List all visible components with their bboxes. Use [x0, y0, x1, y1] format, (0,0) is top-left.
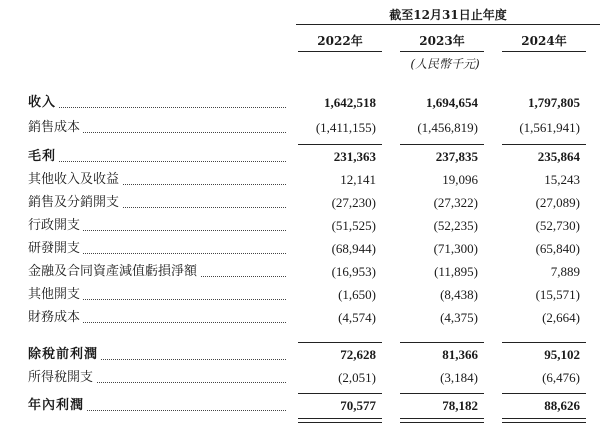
row-label-cell [28, 238, 286, 260]
value-cell-2024: 7,889 [550, 264, 580, 279]
value-cell-2022: 72,628 [340, 347, 376, 362]
row-label-cell [28, 367, 286, 389]
value-cell-2022: 231,363 [333, 149, 376, 164]
row-label: 銷售及分銷開支 [28, 192, 122, 214]
rule-above-net-profit [298, 393, 382, 394]
value-cell-2022: (27,230) [331, 195, 376, 210]
value-cell-2023: 19,096 [442, 172, 478, 187]
value-cell-2022: (2,051) [338, 370, 376, 385]
table-row [0, 117, 600, 139]
row-label: 其他收入及收益 [28, 169, 122, 191]
value-cell-2023: 78,182 [442, 398, 478, 413]
row-label-cell [28, 284, 286, 306]
value-cell-2023: 237,835 [435, 149, 478, 164]
value-cell-2024: 235,864 [537, 149, 580, 164]
value-cell-2024: (15,571) [535, 287, 580, 302]
value-cell-2023: (8,438) [440, 287, 478, 302]
unit-note: (人民幣千元) [410, 57, 480, 71]
year-2023: 2023年 [419, 34, 465, 48]
table-row [0, 92, 600, 114]
value-cell-2024: 88,626 [544, 398, 580, 413]
value-cell-2023: (11,895) [434, 264, 478, 279]
value-cell-2022: (68,944) [331, 241, 376, 256]
row-label: 行政開支 [28, 215, 83, 237]
row-label: 銷售成本 [28, 117, 83, 139]
value-cell-2024: 15,243 [544, 172, 580, 187]
row-label: 年內利潤 [28, 395, 87, 417]
row-label-cell [28, 395, 286, 417]
table-row [0, 215, 600, 237]
value-cell-2022: 12,141 [340, 172, 376, 187]
row-label: 研發開支 [28, 238, 83, 260]
header-title: 截至12月31日止年度 [389, 8, 507, 22]
rule-above-pretax-profit [400, 342, 484, 343]
table-row [0, 192, 600, 214]
rule-above-gross-profit [400, 144, 484, 145]
value-cell-2024: (2,664) [542, 310, 580, 325]
year-2024: 2024年 [521, 34, 567, 48]
dot-leader [28, 161, 286, 162]
dot-leader [28, 107, 286, 108]
row-label: 財務成本 [28, 307, 83, 329]
year-rule [298, 51, 382, 52]
value-cell-2023: 1,694,654 [426, 95, 478, 110]
value-cell-2022: 70,577 [340, 398, 376, 413]
row-label-cell [28, 146, 286, 168]
row-label-cell [28, 261, 286, 283]
rule-above-gross-profit [298, 144, 382, 145]
row-label: 金融及合同資產減值虧損淨額 [28, 261, 200, 283]
value-cell-2022: (51,525) [331, 218, 376, 233]
table-row [0, 146, 600, 168]
value-cell-2023: (3,184) [440, 370, 478, 385]
value-cell-2022: 1,642,518 [324, 95, 376, 110]
row-label: 毛利 [28, 146, 59, 168]
rule-above-pretax-profit [502, 342, 586, 343]
value-cell-2023: 81,366 [442, 347, 478, 362]
year-rule [400, 51, 484, 52]
row-label-cell [28, 344, 286, 366]
value-cell-2023: (27,322) [433, 195, 478, 210]
value-cell-2024: 1,797,805 [528, 95, 580, 110]
double-rule-net-profit [298, 418, 382, 423]
table-row [0, 238, 600, 260]
table-row [0, 395, 600, 417]
value-cell-2024: (6,476) [542, 370, 580, 385]
rule-above-gross-profit [502, 144, 586, 145]
value-cell-2023: (1,456,819) [417, 120, 478, 135]
value-cell-2024: (27,089) [535, 195, 580, 210]
value-cell-2024: (52,730) [535, 218, 580, 233]
double-rule-net-profit [502, 418, 586, 423]
year-2022: 2022年 [317, 34, 363, 48]
header-rule [296, 24, 600, 25]
value-cell-2022: (4,574) [338, 310, 376, 325]
double-rule-net-profit [400, 418, 484, 423]
value-cell-2024: (65,840) [535, 241, 580, 256]
rule-above-net-profit [400, 393, 484, 394]
row-label: 其他開支 [28, 284, 83, 306]
value-cell-2024: 95,102 [544, 347, 580, 362]
row-label: 所得稅開支 [28, 367, 96, 389]
rule-above-pretax-profit [298, 342, 382, 343]
value-cell-2023: (52,235) [433, 218, 478, 233]
value-cell-2023: (71,300) [433, 241, 478, 256]
row-label-cell [28, 215, 286, 237]
value-cell-2022: (1,411,155) [315, 120, 376, 135]
row-label: 除稅前利潤 [28, 344, 101, 366]
rule-above-net-profit [502, 393, 586, 394]
table-row [0, 284, 600, 306]
value-cell-2022: (16,953) [331, 264, 376, 279]
row-label-cell [28, 169, 286, 191]
value-cell-2024: (1,561,941) [519, 120, 580, 135]
value-cell-2023: (4,375) [440, 310, 478, 325]
row-label-cell [28, 92, 286, 114]
row-label-cell [28, 117, 286, 139]
row-label-cell [28, 307, 286, 329]
row-label: 收入 [28, 92, 59, 114]
row-label-cell [28, 192, 286, 214]
year-rule [502, 51, 586, 52]
table-row [0, 261, 600, 283]
table-row [0, 367, 600, 389]
table-row [0, 169, 600, 191]
table-row [0, 307, 600, 329]
value-cell-2022: (1,650) [338, 287, 376, 302]
table-row [0, 344, 600, 366]
